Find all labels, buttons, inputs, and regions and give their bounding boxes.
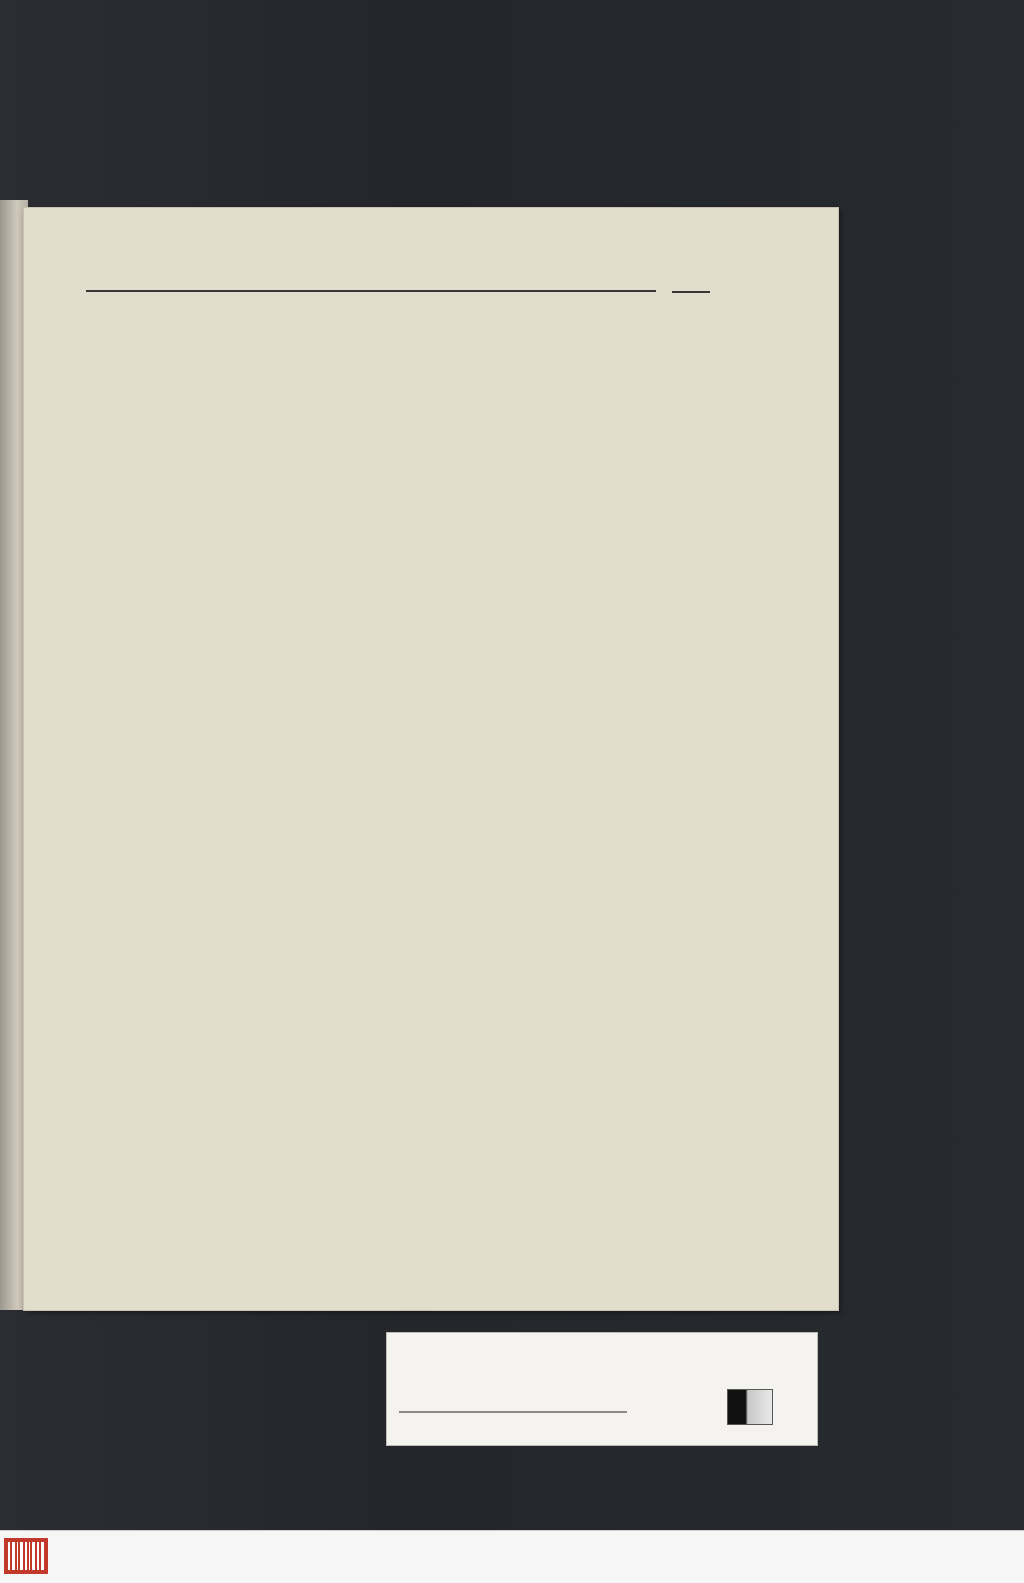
gray-scale-patch [727,1389,773,1425]
book-page [24,208,838,1310]
page-text-block [86,256,726,326]
library-color-card [386,1332,818,1446]
barcode-icon [4,1538,48,1574]
viewer-footer [0,1530,1024,1583]
header-rule-short [672,291,710,293]
page-footer [86,298,726,326]
header-rule [86,290,656,292]
page-header [86,256,726,296]
ruler-scale [399,1383,627,1413]
